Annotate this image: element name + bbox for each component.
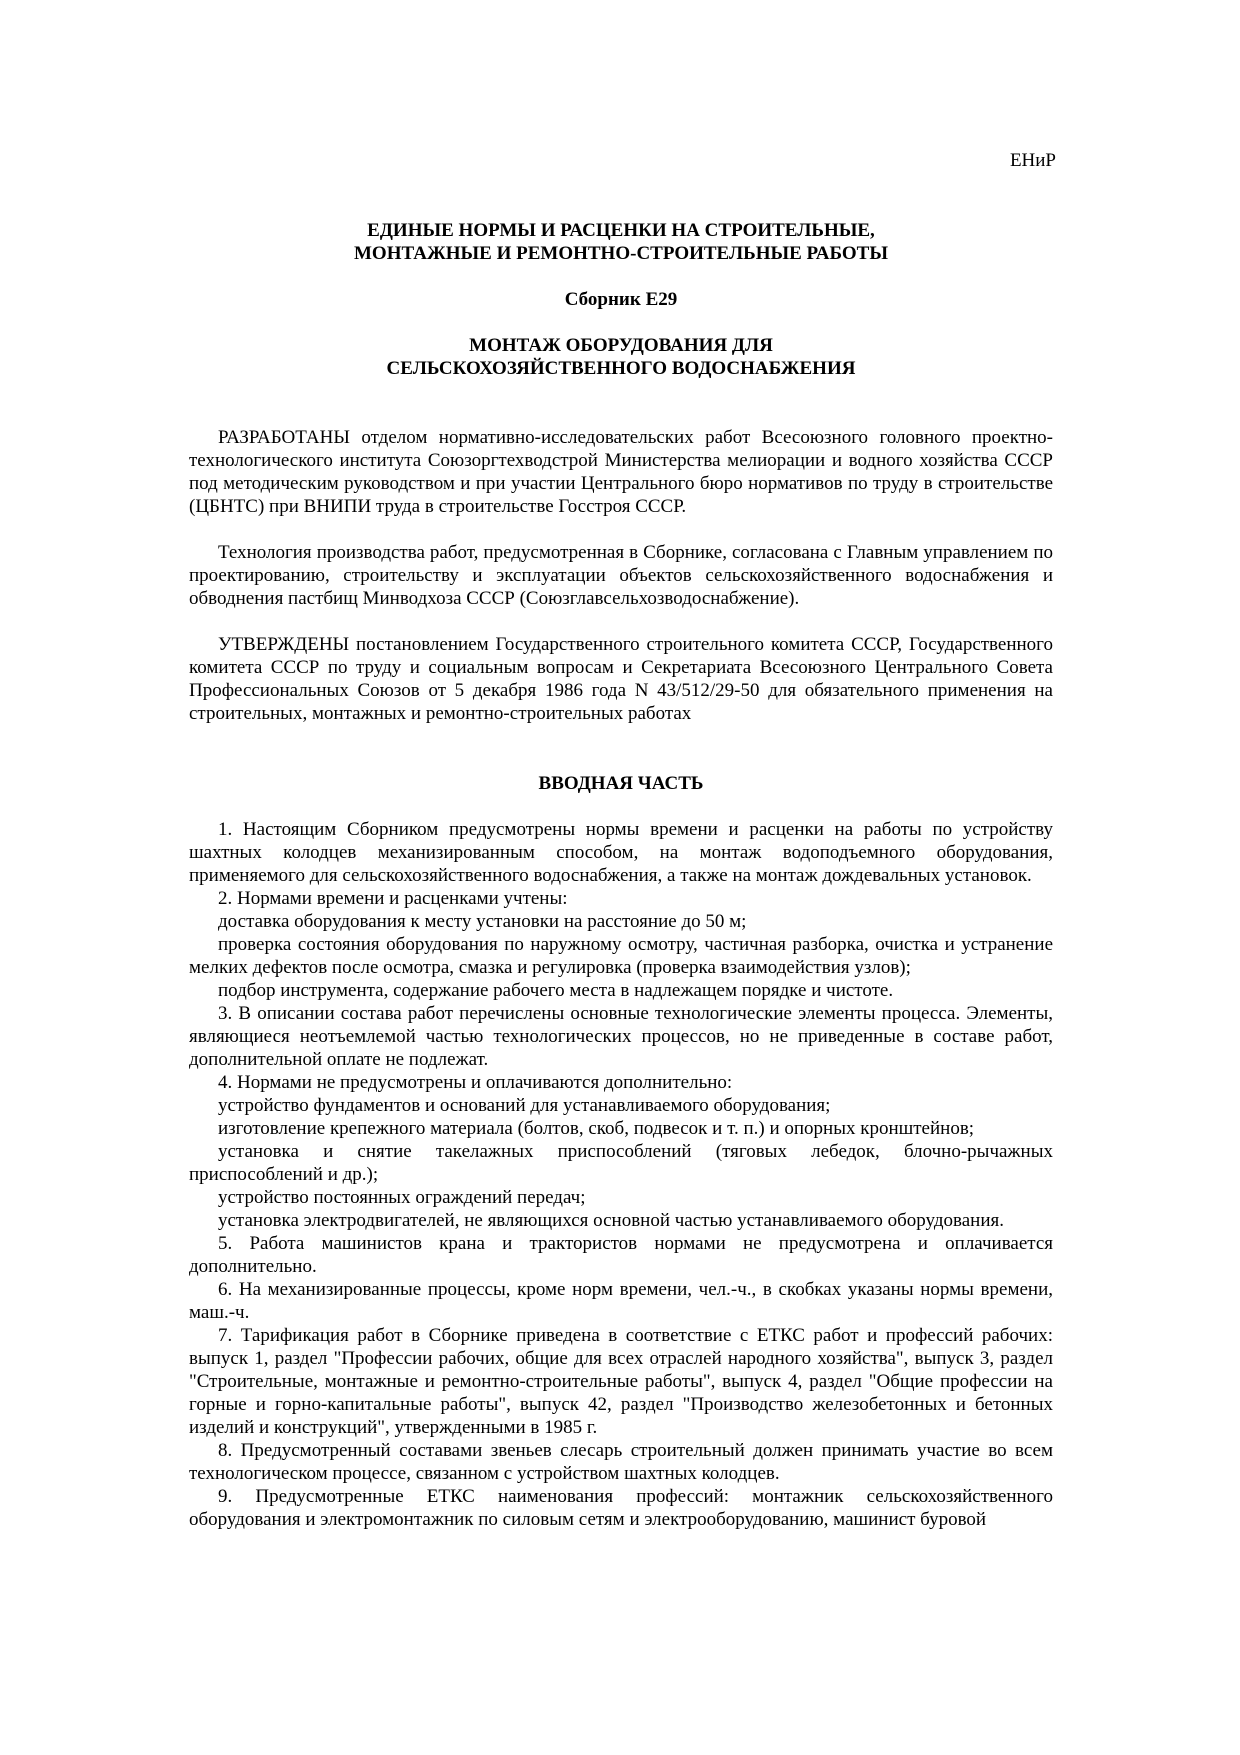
document-abbreviation: ЕНиР (1009, 150, 1056, 171)
intro-paragraph: 2. Нормами времени и расценками учтены: (218, 888, 568, 909)
document-title (189, 219, 1053, 265)
intro-paragraph: 3. В описании состава работ перечислены основные технологические элементы процесса. Элементы, являющиеся неотъемлемой частью технологических процессов, но не приведенные в составе работ, дополнительной оплате не подлежат. (189, 1003, 1053, 1070)
subject-line-1: МОНТАЖ ОБОРУДОВАНИЯ ДЛЯ (469, 335, 773, 356)
approval-paragraph: РАЗРАБОТАНЫ отделом нормативно-исследовательских работ Всесоюзного головного проектно-технологического института Союзоргтехводстрой Министерства мелиорации и водного хозяйства СССР под методическим руководством и при участии Центрального бюро нормативов по труду в строительстве (ЦБНТС) при ВНИПИ труда в строительстве Госстроя СССР. (189, 427, 1053, 517)
intro-paragraph: установка электродвигателей, не являющихся основной частью устанавливаемого оборудования. (218, 1210, 1005, 1231)
intro-paragraph: 6. На механизированные процессы, кроме норм времени, чел.-ч., в скобках указаны нормы времени, маш.-ч. (189, 1279, 1053, 1323)
intro-section (189, 818, 1053, 1531)
title-line-1: ЕДИНЫЕ НОРМЫ И РАСЦЕНКИ НА СТРОИТЕЛЬНЫЕ, (367, 220, 875, 241)
subject-line-2: СЕЛЬСКОХОЗЯЙСТВЕННОГО ВОДОСНАБЖЕНИЯ (386, 358, 856, 379)
intro-paragraph: 4. Нормами не предусмотрены и оплачиваются дополнительно: (218, 1072, 733, 1093)
approval-paragraph: Технология производства работ, предусмотренная в Сборнике, согласована с Главным управлением по проектированию, строительству и эксплуатации объектов сельскохозяйственного водоснабжения и обводнения пастбищ Минводхоза СССР (Союзглавсельхозводоснабжение). (189, 542, 1053, 609)
intro-paragraph: 9. Предусмотренные ЕТКС наименования профессий: монтажник сельскохозяйственного оборудования и электромонтажник по силовым сетям и электрооборудованию, машинист буровой (189, 1486, 1053, 1530)
approval-paragraph: УТВЕРЖДЕНЫ постановлением Государственного строительного комитета СССР, Государственного комитета СССР по труду и социальным вопросам и Секретариата Всесоюзного Центрального Совета Профессиональных Союзов от 5 декабря 1986 года N 43/512/29-50 для обязательного применения на строительных, монтажных и ремонтно-строительных работах (189, 634, 1053, 724)
intro-paragraph: 5. Работа машинистов крана и трактористов нормами не предусмотрена и оплачивается дополнительно. (189, 1233, 1053, 1277)
approval-section (189, 426, 1053, 748)
intro-paragraph: проверка состояния оборудования по наружному осмотру, частичная разборка, очистка и устранение мелких дефектов после осмотра, смазка и регулировка (проверка взаимодействия узлов); (189, 934, 1053, 978)
intro-paragraph: изготовление крепежного материала (болтов, скоб, подвесок и т. п.) и опорных кронштейнов; (218, 1118, 975, 1139)
intro-paragraph: подбор инструмента, содержание рабочего места в надлежащем порядке и чистоте. (218, 980, 894, 1001)
intro-paragraph: 8. Предусмотренный составами звеньев слесарь строительный должен принимать участие во всем технологическом процессе, связанном с устройством шахтных колодцев. (189, 1440, 1053, 1484)
intro-paragraph: доставка оборудования к месту установки на расстояние до 50 м; (218, 911, 747, 932)
intro-paragraph: 1. Настоящим Сборником предусмотрены нормы времени и расценки на работы по устройству шахтных колодцев механизированным способом, на монтаж водоподъемного оборудования, применяемого для сельскохозяйственного водоснабжения, а также на монтаж дождевальных установок. (189, 819, 1053, 886)
intro-paragraph: устройство постоянных ограждений передач; (218, 1187, 586, 1208)
intro-paragraph: 7. Тарификация работ в Сборнике приведена в соответствие с ЕТКС работ и профессий рабочих: выпуск 1, раздел "Профессии рабочих, общие для всех отраслей народного хозяйства", выпуск 3, раздел "Строительные, монтажные и ремонтно-строительные работы", выпуск 4, раздел "Общие профессии на горные и горно-капитальные работы", выпуск 42, раздел "Производство железобетонных и бетонных изделий и конструкций", утвержденными в 1985 г. (189, 1325, 1053, 1438)
title-line-2: МОНТАЖНЫЕ И РЕМОНТНО-СТРОИТЕЛЬНЫЕ РАБОТЫ (354, 243, 888, 264)
subject-title (189, 334, 1053, 380)
intro-paragraph: устройство фундаментов и оснований для устанавливаемого оборудования; (218, 1095, 831, 1116)
intro-paragraph: установка и снятие такелажных приспособлений (тяговых лебедок, блочно-рычажных приспособлений и др.); (189, 1141, 1053, 1185)
collection-label: Сборник Е29 (564, 289, 678, 310)
intro-heading: ВВОДНАЯ ЧАСТЬ (538, 773, 704, 794)
